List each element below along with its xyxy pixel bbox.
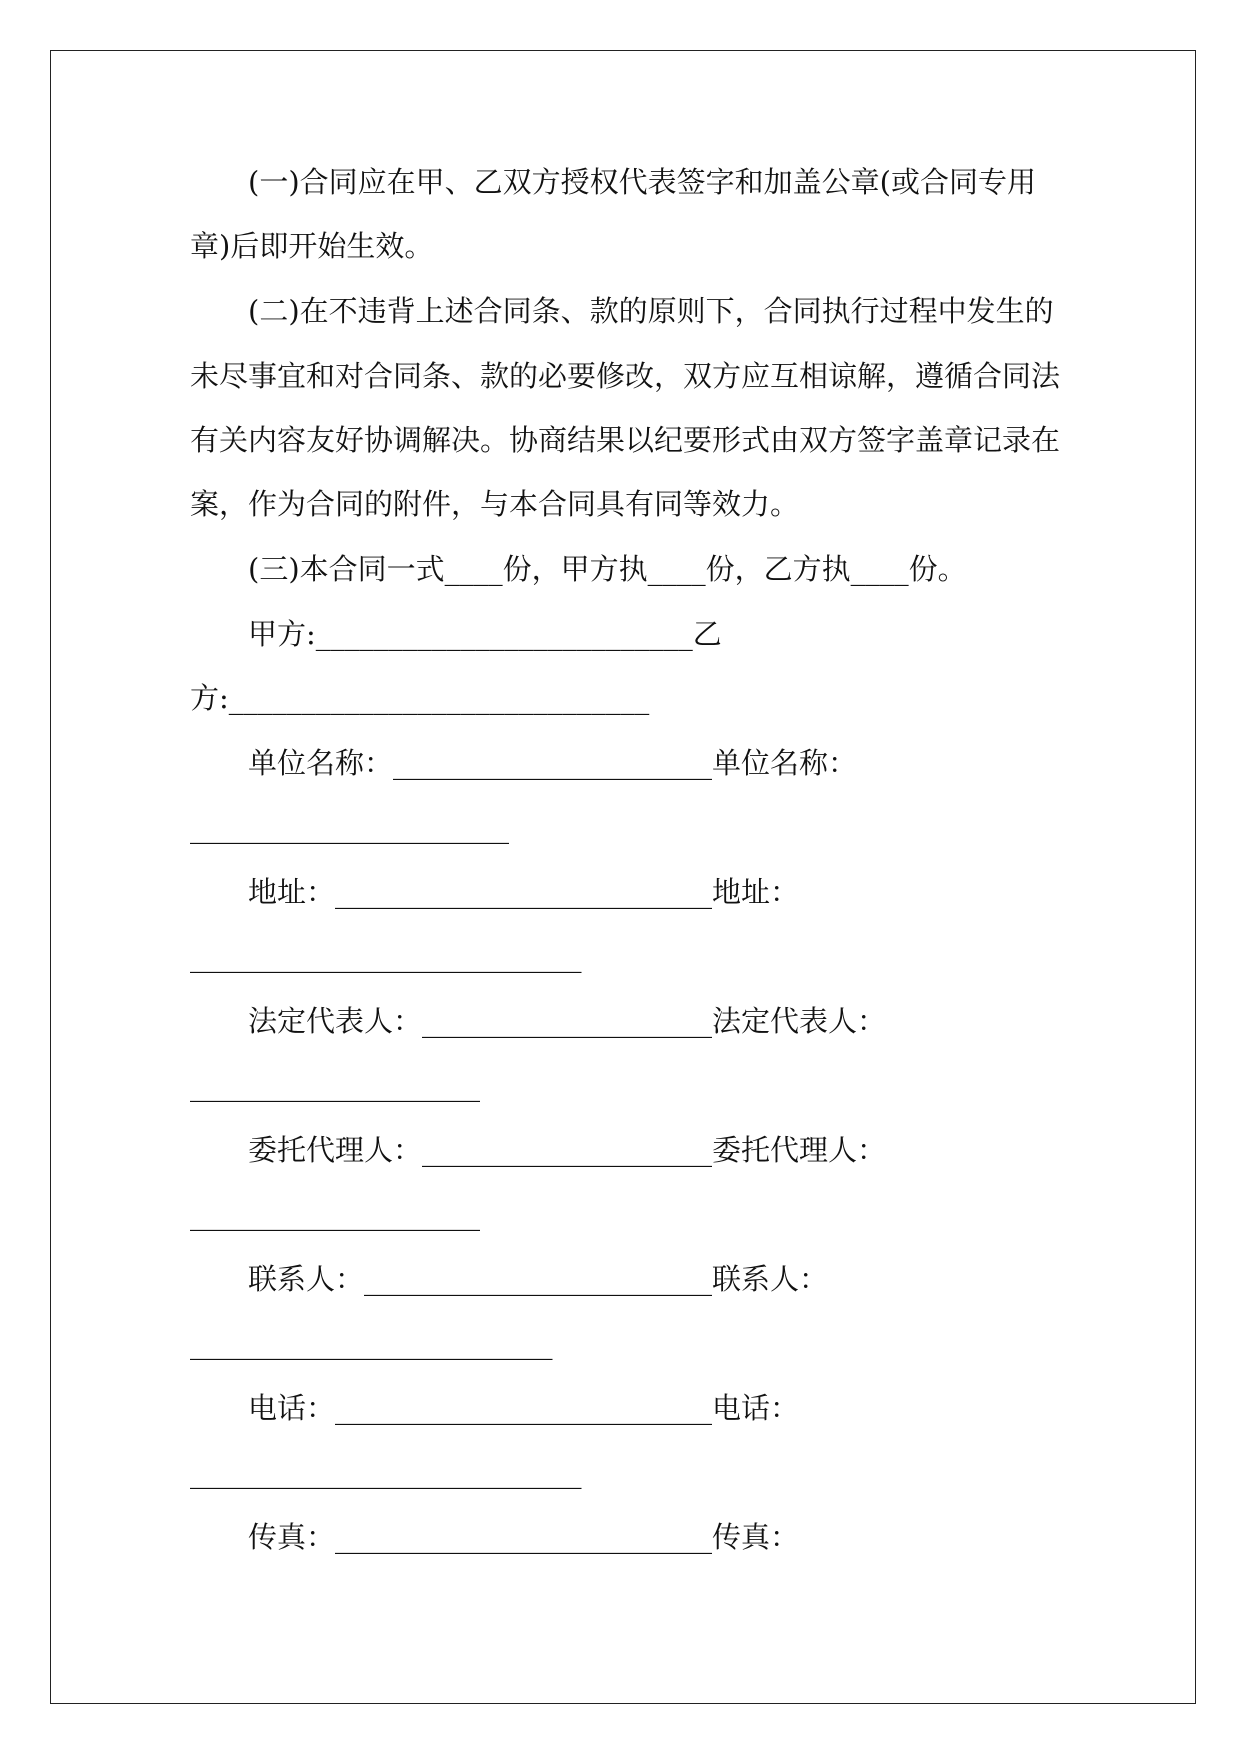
clause-1-line-1: (一)合同应在甲、乙双方授权代表签字和加盖公章(或合同专用: [248, 165, 1036, 199]
clause-1-line-2: 章)后即开始生效。: [190, 229, 434, 263]
clause-3-line-1: (三)本合同一式____份，甲方执____份，乙方执____份。: [248, 552, 967, 586]
party-line-2: 方:_____________________________: [190, 681, 650, 715]
fax-line-1: 传真：__________________________传真：: [248, 1520, 800, 1554]
contact-line-2: _________________________: [190, 1326, 553, 1360]
legal-rep-line-2: ____________________: [190, 1068, 480, 1102]
contact-line-1: 联系人：________________________联系人：: [248, 1262, 829, 1296]
phone-line-2: ___________________________: [190, 1455, 582, 1489]
clause-2-line-1: (二)在不违背上述合同条、款的原则下，合同执行过程中发生的: [248, 294, 1054, 328]
party-line-1: 甲方:__________________________乙: [248, 617, 722, 651]
clause-2-line-4: 案，作为合同的附件，与本合同具有同等效力。: [190, 487, 800, 521]
unit-name-line-1: 单位名称：______________________单位名称：: [248, 746, 858, 780]
address-line-2: ___________________________: [190, 939, 582, 973]
clause-2-line-2: 未尽事宜和对合同条、款的必要修改，双方应互相谅解，遵循合同法: [190, 359, 1061, 393]
clause-2-line-3: 有关内容友好协调解决。协商结果以纪要形式由双方签字盖章记录在: [190, 423, 1061, 457]
agent-line-2: ____________________: [190, 1197, 480, 1231]
unit-name-line-2: ______________________: [190, 810, 509, 844]
agent-line-1: 委托代理人：____________________委托代理人：: [248, 1133, 887, 1167]
address-line-1: 地址：__________________________地址：: [248, 875, 800, 909]
phone-line-1: 电话：__________________________电话：: [248, 1391, 800, 1425]
legal-rep-line-1: 法定代表人：____________________法定代表人：: [248, 1004, 887, 1038]
